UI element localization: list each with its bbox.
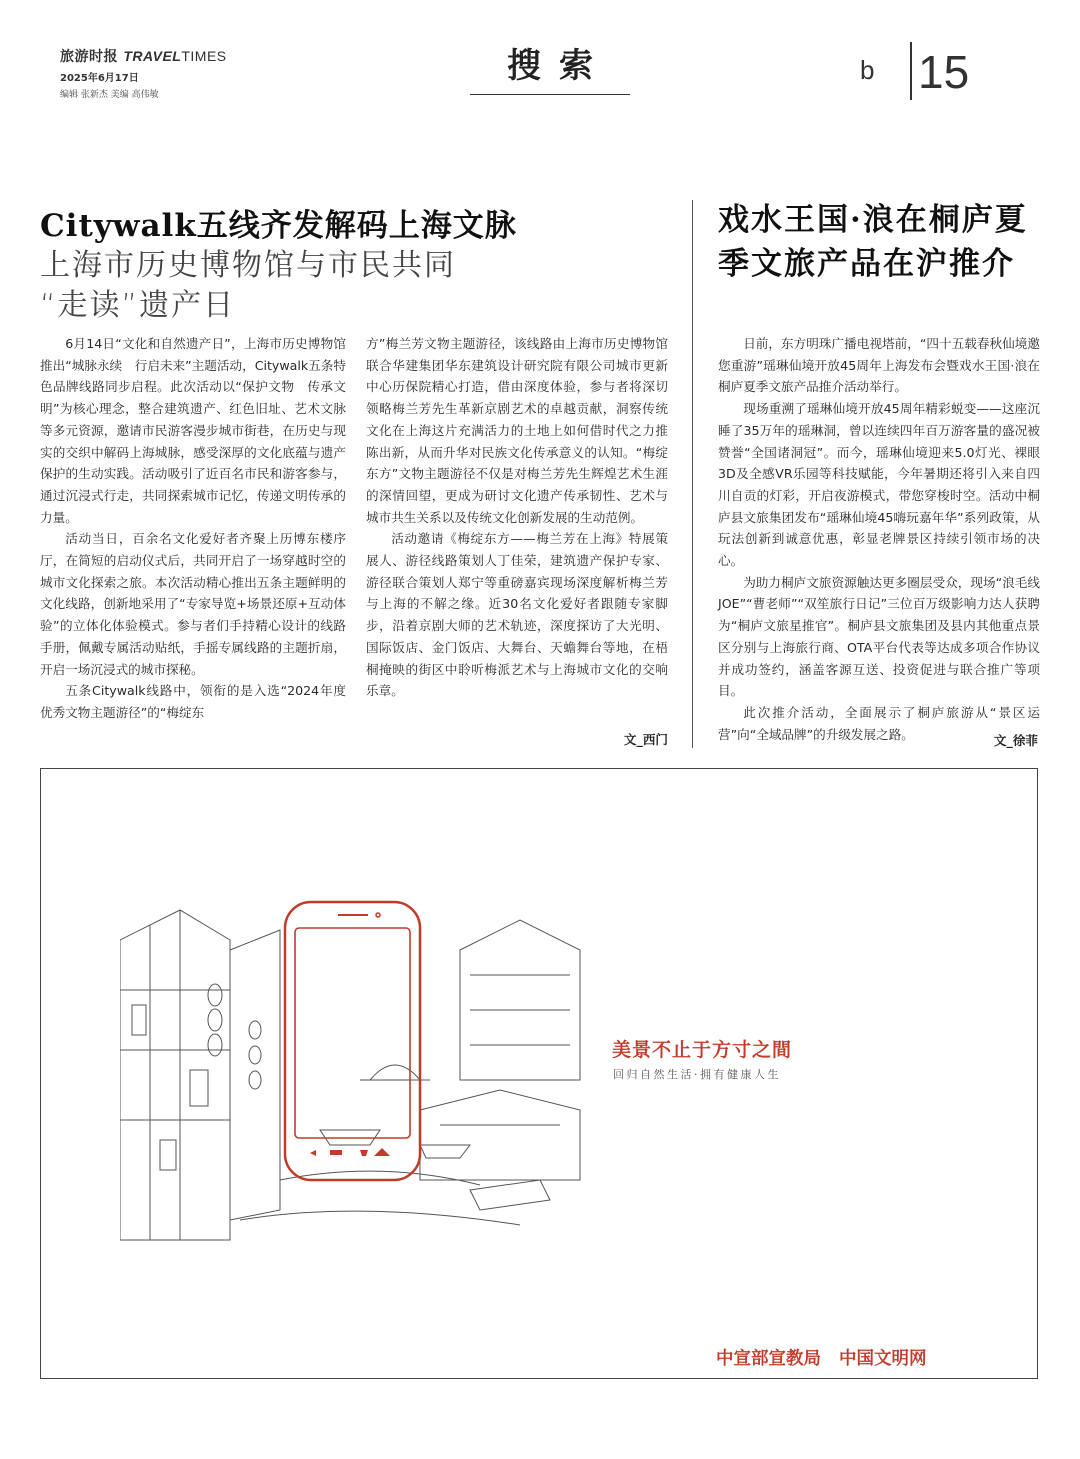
issue-date: 2025年6月17日 xyxy=(60,73,139,84)
paragraph: 此次推介活动，全面展示了桐庐旅游从“景区运营”向“全域品牌”的升级发展之路。 xyxy=(718,704,1040,742)
article1-headline: Citywalk五线齐发解码上海文脉 xyxy=(40,208,517,244)
ad-sponsors xyxy=(716,1345,927,1370)
paragraph: 日前，东方明珠广播电视塔前，“四十五载春秋仙境邀您重游”瑶琳仙境开放45周年上海发布会暨戏水王国·浪在桐庐夏季文旅产品推介活动举行。 xyxy=(718,336,1040,395)
paragraph: 活动当日，百余名文化爱好者齐聚上历博东楼序厅，在简短的启动仪式后，共同开启了一场穿越时空的城市文化探索之旅。本次活动精心推出五条主题鲜明的文化线路，创新地采用了“专家导览+场景还原+互动体验”的立体化体验模式。参与者们手持精心设计的线路手册，佩戴专属活动贴纸，手摇专属线路的主题折扇，开启一场沉浸式的城市探秘。 xyxy=(40,531,346,677)
sponsor-name: 中国文明网 xyxy=(839,1349,927,1369)
paragraph: 现场重溯了瑶琳仙境开放45周年精彩蜕变——这座沉睡了35万年的瑶琳洞，曾以连续四年百万游客量的盛况被赞誉“全国诸洞冠”。而今，瑶琳仙境迎来5.0灯光、裸眼3D及全感VR乐园等科技赋能，今年暑期还将引入来自四川自贡的灯彩，开启夜游模式，带您穿梭时空。活动中桐庐县文旅集团发布“瑶琳仙境45嗨玩嘉年华”系列政策，从玩法创新到诚意优惠，彰显老牌景区持续引领市场的决心。 xyxy=(718,401,1040,569)
town-phone-illustration xyxy=(120,880,590,1250)
paragraph: 为助力桐庐文旅资源触达更多圈层受众，现场“浪毛线JOE”“曹老师”“双笙旅行日记”三位百万级影响力达人获聘为“桐庐文旅星推官”。桐庐县文旅集团及县内其他重点景区分别与上海旅行商、OTA平台代表等达成多项合作协议并成功签约，涵盖客源互送、投资促进与联合推广等项目。 xyxy=(718,574,1040,699)
newspaper-logo: 旅游时报 TRAVELTIMES xyxy=(60,48,227,65)
article1-column-2 xyxy=(366,333,668,702)
paragraph: 五条Citywalk线路中，领衔的是入选“2024年度优秀文物主题游径”的“梅绽东 xyxy=(40,683,346,720)
article2-headline: 戏水王国·浪在桐庐夏季文旅产品在沪推介 xyxy=(718,202,1028,282)
page-number-divider xyxy=(910,42,912,100)
page-letter: b xyxy=(860,55,881,85)
masthead xyxy=(60,46,300,100)
ad-slogan: 美景不止于方寸之間 xyxy=(612,1039,793,1061)
sponsor-name: 中宣部宣教局 xyxy=(716,1349,821,1369)
paragraph: 6月14日“文化和自然遗产日”，上海市历史博物馆推出“城脉永续 行启未来”主题活动，Citywalk五条特色品牌线路同步启程。此次活动以“保护文物 传承文明”为核心理念，整合建筑遗产、红色旧址、艺术文脉等多元资源，邀请市民游客漫步城市街巷，在历史与现实的交织中解码上海城脉，感受深厚的文化底蕴与遗产保护的生动实践。活动吸引了近百名市民和游客参与，通过沉浸式行走，共同探索城市记忆，传递文明传承的力量。 xyxy=(40,336,346,525)
editor-credits: 编辑 张新杰 美编 高伟敏 xyxy=(60,90,159,100)
article1-subheadline: 上海市历史博物馆与市民共同 “走读”遗产日 xyxy=(40,248,456,323)
column-divider xyxy=(692,200,693,748)
ad-tagline: 回归自然生活·拥有健康人生 xyxy=(613,1068,781,1081)
page-number: 15 xyxy=(918,46,970,98)
article2-body xyxy=(718,333,1040,745)
article1-column-1 xyxy=(40,333,346,724)
section-title: 搜索 xyxy=(470,38,630,95)
paragraph: 方”梅兰芳文物主题游径，该线路由上海市历史博物馆联合华建集团华东建筑设计研究院有限公司城市更新中心历保院精心打造，借由深度体验，参与者将深切领略梅兰芳先生革新京剧艺术的卓越贡献，洞察传统文化在上海这片充满活力的土地上如何借时代之力推陈出新，从而升华对民族文化传承意义的认知。“梅绽东方”文物主题游径不仅是对梅兰芳先生辉煌艺术生涯的深情回望，更成为研讨文化遗产传承韧性、艺术与城市共生关系以及传统文化创新发展的生动范例。 xyxy=(366,336,668,525)
paragraph: 活动邀请《梅绽东方——梅兰芳在上海》特展策展人、游径线路策划人丁佳荣，建筑遗产保护专家、游径联合策划人郑宁等重磅嘉宾现场深度解析梅兰芳与上海的不解之缘。近30名文化爱好者跟随专家脚步，沿着京剧大师的艺术轨迹，深度探访了大光明、国际饭店、金门饭店、大舞台、天蟾舞台等地，在梧桐掩映的街区中聆听梅派艺术与上海城市文化的交响乐章。 xyxy=(366,531,668,699)
article2-byline: 文_徐菲 xyxy=(993,733,1038,748)
article1-byline: 文_西门 xyxy=(623,732,668,747)
